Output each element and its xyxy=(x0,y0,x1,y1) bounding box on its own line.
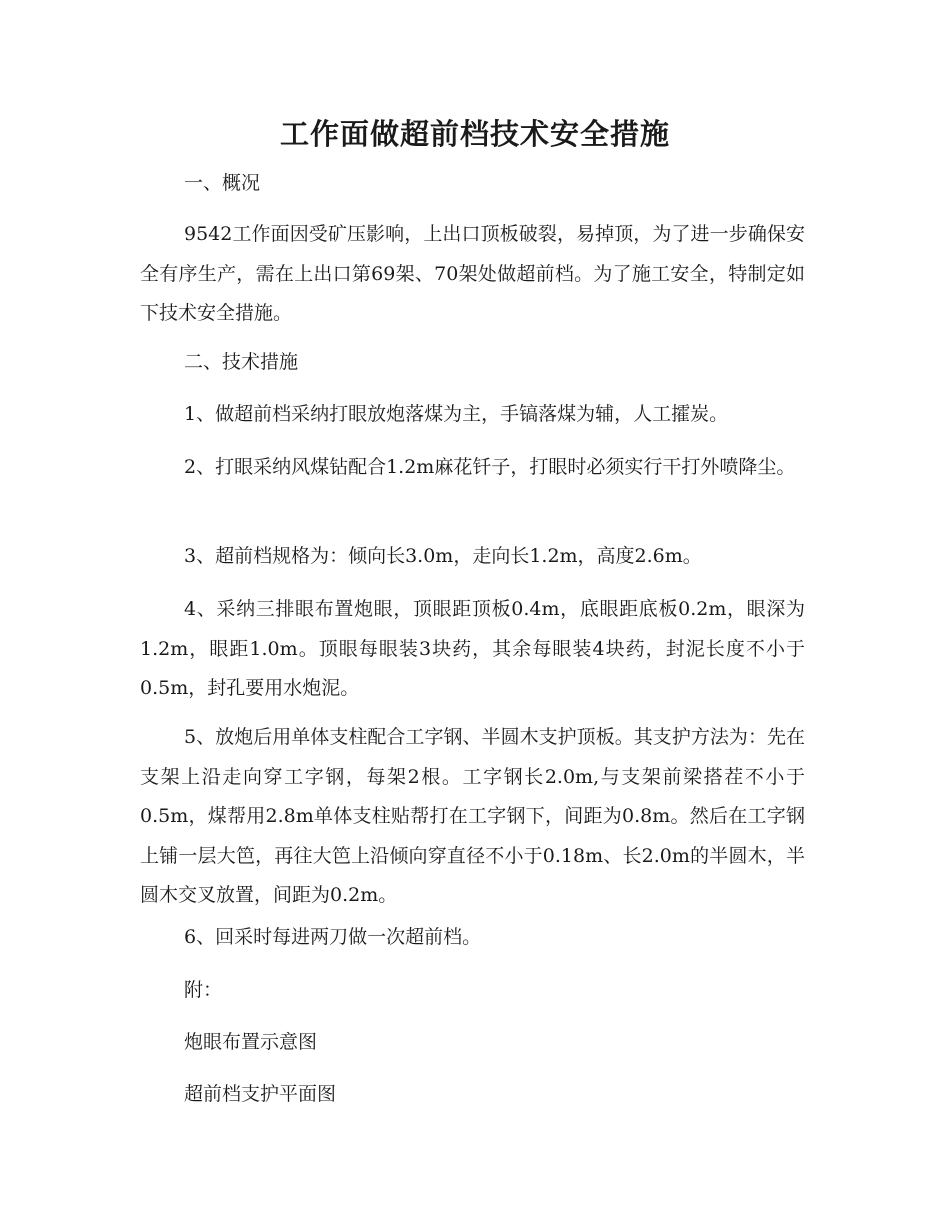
measure-item-3: 3、超前档规格为：倾向长3.0m，走向长1.2m，高度2.6m。 xyxy=(184,545,702,567)
measure-item-4: 4、采纳三排眼布置炮眼，顶眼距顶板0.4m，底眼距底板0.2m，眼深为1.2m，眼距1.0m。顶眼每眼装3块药，其余每眼装4块药，封泥长度不小于0.5m，封孔要用水炮泥。 xyxy=(140,598,805,699)
measure-item-1: 1、做超前档采纳打眼放炮落煤为主，手镐落煤为辅，人工攉炭。 xyxy=(184,403,729,425)
measure-item-6: 6、回采时每进两刀做一次超前档。 xyxy=(184,926,482,948)
appendix-item-support-plan: 超前档支护平面图 xyxy=(184,1083,337,1105)
appendix-label: 附： xyxy=(184,979,223,1001)
measure-item-5: 5、放炮后用单体支柱配合工字钢、半圆木支护顶板。其支护方法为：先在支架上沿走向穿工字钢，每架2根。工字钢长2.0m,与支架前梁搭茬不小于0.5m，煤帮用2.8m单体支柱贴帮打在工字钢下，间距为0.8m。然后在工字钢上铺一层大笆，再往大笆上沿倾向穿直径不小于0.18m、长2.0m的半圆木，半圆木交叉放置，间距为0.2m。 xyxy=(140,726,805,906)
measure-item-2: 2、打眼采纳风煤钻配合1.2m麻花钎子，打眼时必须实行干打外喷降尘。 xyxy=(184,456,796,478)
overview-paragraph: 9542工作面因受矿压影响，上出口顶板破裂，易掉顶，为了进一步确保安全有序生产，需在上出口第69架、70架处做超前档。为了施工安全，特制定如下技术安全措施。 xyxy=(140,223,805,324)
document-title: 工作面做超前档技术安全措施 xyxy=(279,117,670,151)
section-heading-measures: 二、技术措施 xyxy=(184,351,299,373)
section-heading-overview: 一、概况 xyxy=(184,172,261,194)
appendix-item-blasthole-diagram: 炮眼布置示意图 xyxy=(184,1031,318,1053)
